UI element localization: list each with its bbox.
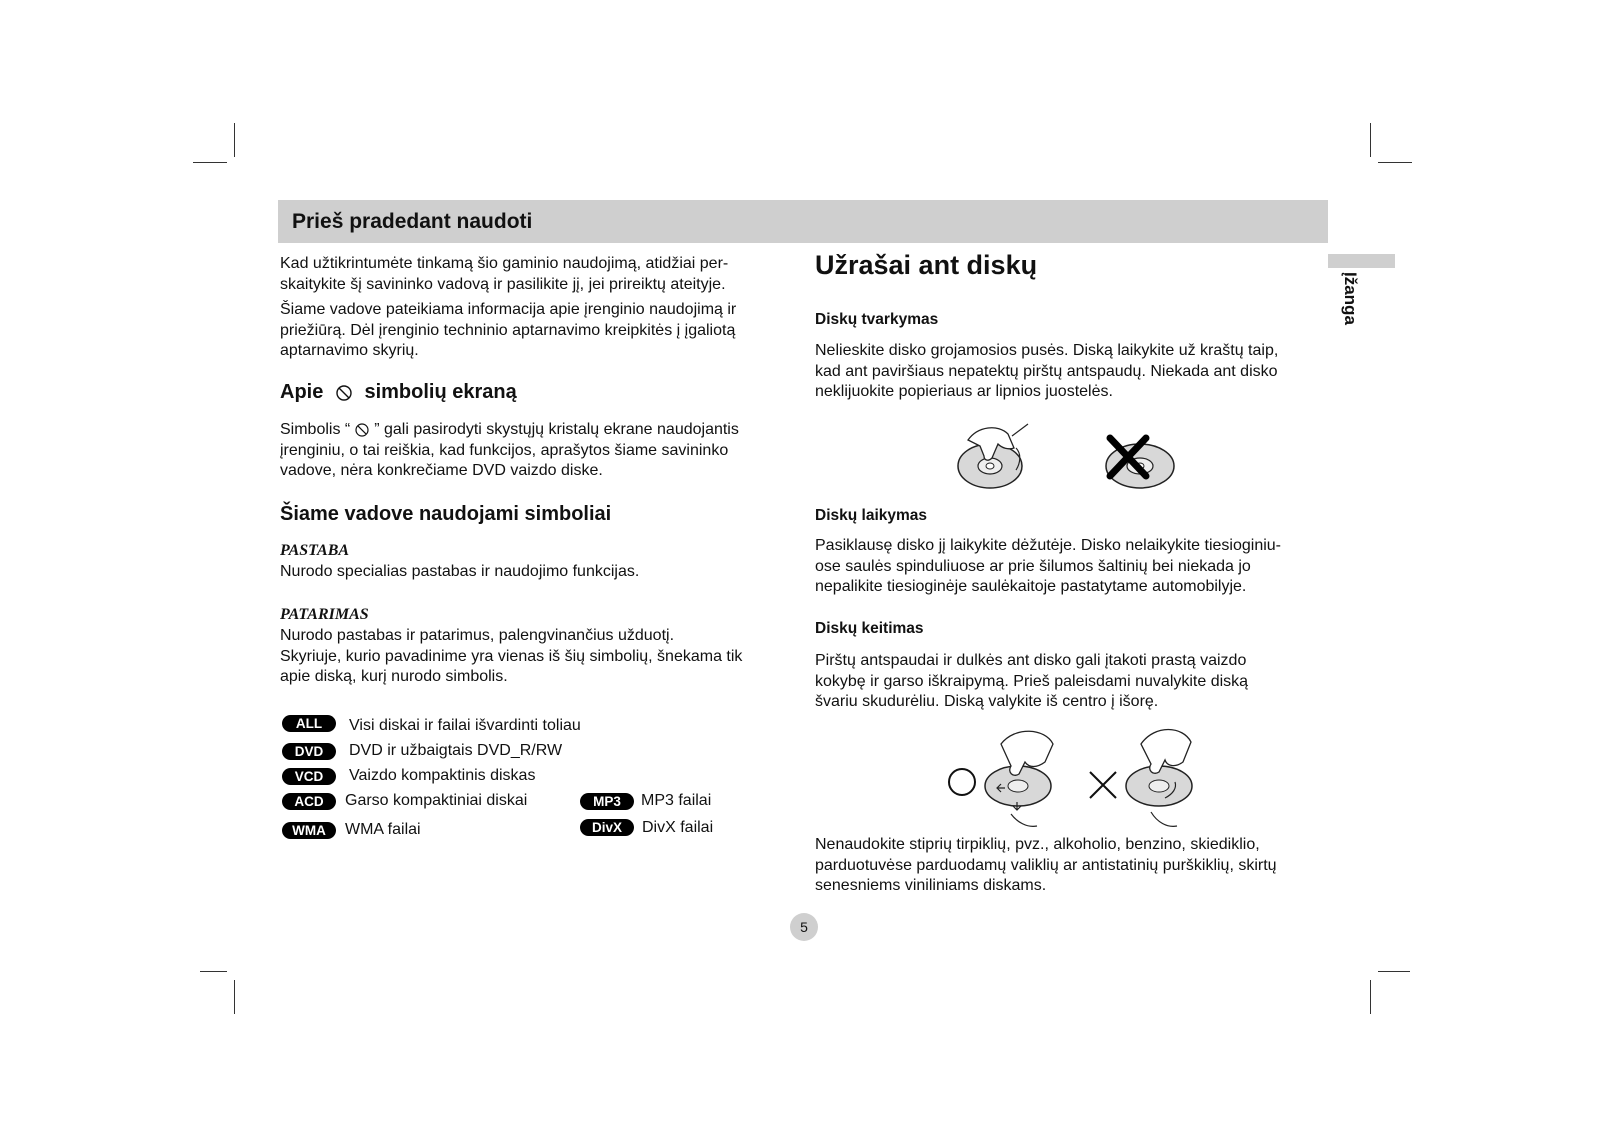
handling-text: Nelieskite disko grojamosios pusės. Diską laikykite už kraštų taip, kad ant paviršiaus nepatektų pirštų antspaudų. Niekada ant disko neklijuokite popieriaus ar lipnios juostelės. xyxy=(815,342,1279,400)
crop-mark xyxy=(1370,980,1371,1014)
symbol-display-heading: Apie simbolių ekraną xyxy=(280,381,517,403)
cleaning-text: Pirštų antspaudai ir dulkės ant disko gali įtakoti prastą vaizdo kokybę ir garso iškraipymą. Prieš paleisdami nuvalykite diską švariu skudurėliu. Diską valykite iš centro į išorę. xyxy=(815,652,1249,710)
crop-mark xyxy=(1378,971,1410,972)
badge-vcd: VCD xyxy=(282,768,336,785)
badge-divx-label: DivX failai xyxy=(642,819,714,836)
crop-mark xyxy=(234,980,235,1014)
disc-held-correctly-icon xyxy=(958,424,1028,488)
wrong-cross-icon xyxy=(1090,772,1116,798)
disc-cleaning-illustration xyxy=(945,722,1195,830)
prohibited-icon xyxy=(354,422,370,438)
crop-mark xyxy=(1378,162,1412,163)
disc-wipe-correct-icon xyxy=(985,731,1053,826)
note-label: PASTABA xyxy=(280,542,350,559)
side-tab-label: Įžanga xyxy=(1341,272,1360,325)
crop-mark xyxy=(193,162,227,163)
badge-wma: WMA xyxy=(282,822,336,839)
intro-paragraph-1: Kad užtikrintumėte tinkamą šio gaminio naudojimą, atidžiai per- skaitykite šį savininko vadovą ir pasilikite jį, jei prireiktų ateityje. xyxy=(280,255,729,293)
badge-acd: ACD xyxy=(282,793,336,810)
page-title: Prieš pradedant naudoti xyxy=(292,210,533,233)
crop-mark xyxy=(1370,123,1371,157)
solvent-warning-text: Nenaudokite stiprių tirpiklių, pvz., alkoholio, benzino, skiediklio, parduotuvėse parduodamų valiklių ar antistatinių purškiklių, skirtų senesniems viniliniams diskams. xyxy=(815,836,1277,894)
tip-label: PATARIMAS xyxy=(280,606,369,623)
intro-paragraph-2: Šiame vadove pateikiama informacija apie įrenginio naudojimą ir priežiūrą. Dėl įrenginio techninio aptarnavimo kreipkitės į įgaliotą aptarnavimo skyrių. xyxy=(280,301,737,359)
prohibited-icon xyxy=(335,384,353,402)
section-banner xyxy=(278,200,1328,243)
crop-mark xyxy=(234,123,235,157)
badge-wma-label: WMA failai xyxy=(345,821,421,838)
badge-all: ALL xyxy=(282,715,336,732)
note-text: Nurodo specialias pastabas ir naudojimo funkcijas. xyxy=(280,563,640,580)
storage-heading: Diskų laikymas xyxy=(815,507,928,524)
crop-mark xyxy=(200,971,227,972)
disc-wrong-icon xyxy=(1106,438,1174,488)
badge-mp3: MP3 xyxy=(580,793,634,810)
badge-all-label: Visi diskai ir failai išvardinti toliau xyxy=(349,717,581,734)
symbol-paragraph: Simbolis “ ” gali pasirodyti skystųjų kristalų ekrane naudojantis įrenginiu, o tai reiškia, kad funkcijos, aprašytos šiame savininko vadove, nėra konkrečiame DVD vaizdo diske. xyxy=(280,421,739,479)
tip-text: Nurodo pastabas ir patarimus, palengvinančius užduotį. Skyriuje, kurio pavadinime yra vienas iš šių simbolių, šnekama tik apie diską, kurį nurodo simbolis. xyxy=(280,627,743,685)
badge-vcd-label: Vaizdo kompaktinis diskas xyxy=(349,767,536,784)
side-tab-bar xyxy=(1328,254,1395,268)
symbols-heading: Šiame vadove naudojami simboliai xyxy=(280,503,612,525)
section-title: Užrašai ant diskų xyxy=(815,250,1038,280)
badge-dvd-label: DVD ir užbaigtais DVD_R/RW xyxy=(349,742,563,759)
correct-circle-icon xyxy=(949,769,975,795)
badge-mp3-label: MP3 failai xyxy=(641,792,712,809)
disc-handling-illustration xyxy=(950,418,1190,494)
badge-acd-label: Garso kompaktiniai diskai xyxy=(345,792,528,809)
page-number: 5 xyxy=(790,913,818,941)
storage-text: Pasiklausę disko jį laikykite dėžutėje. Disko nelaikykite tiesioginiu- ose saulės spinduliuose ar prie šilumos šaltinių bei niekada jo nepalikite tiesioginėje saulėkaitoje pastatytame automobilyje. xyxy=(815,537,1281,595)
cleaning-heading: Diskų keitimas xyxy=(815,620,924,637)
disc-wipe-wrong-icon xyxy=(1126,730,1192,827)
handling-heading: Diskų tvarkymas xyxy=(815,311,939,328)
badge-divx: DivX xyxy=(580,819,634,836)
badge-dvd: DVD xyxy=(282,743,336,760)
